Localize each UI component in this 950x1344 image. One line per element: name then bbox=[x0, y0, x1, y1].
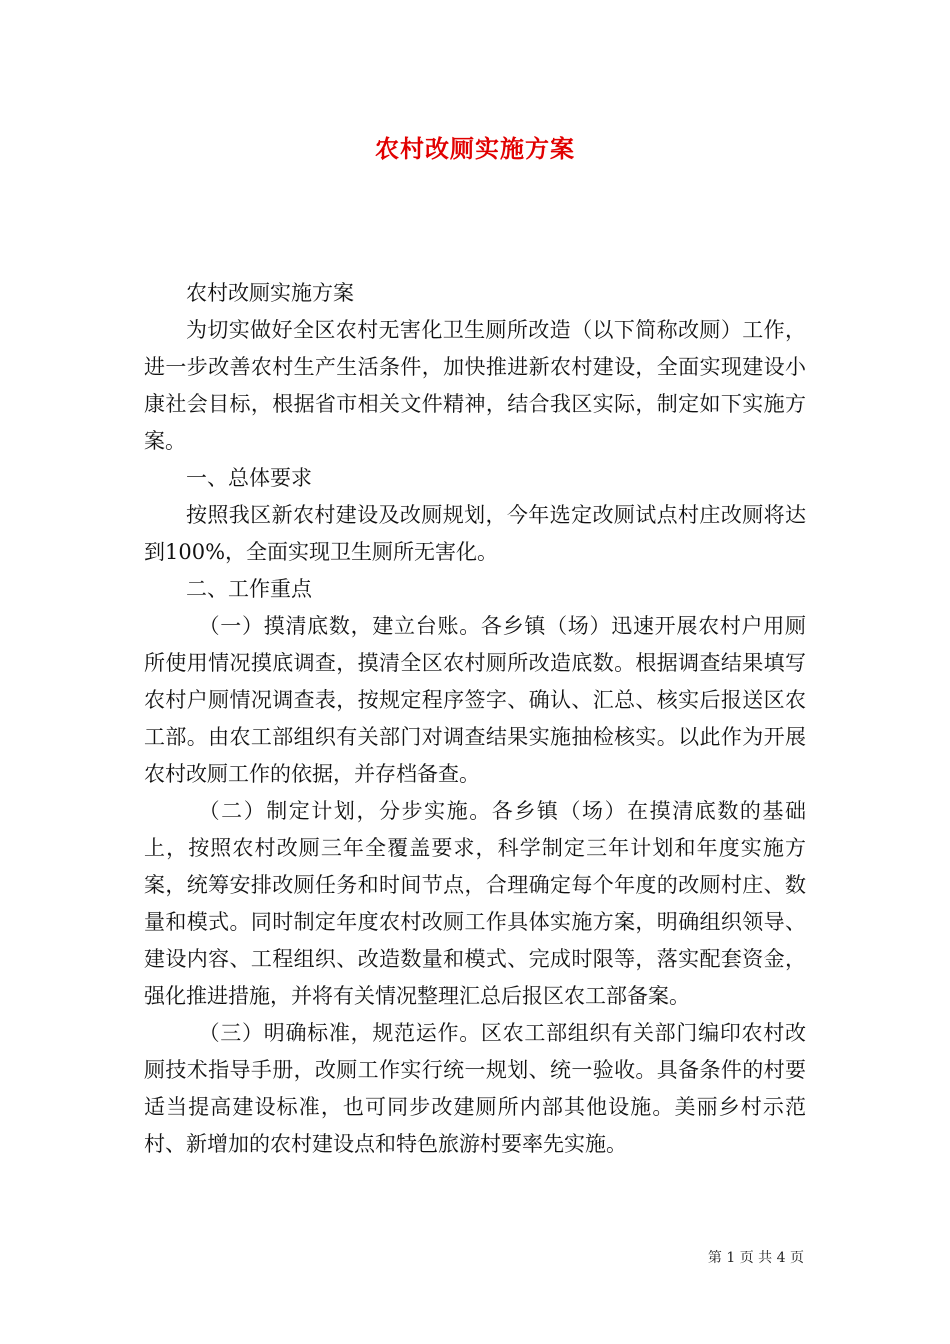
paragraph-heading: 农村改厕实施方案 bbox=[186, 281, 354, 305]
paragraph-item-1: （一）摸清底数，建立台账。各乡镇（场）迅速开展农村户用厕所使用情况摸底调查，摸清全区农村厕所改造底数。根据调查结果填写农村户厕情况调查表，按规定程序签字、确认、汇总、核实后报送区农工部。由农工部组织有关部门对调查结果实施抽检核实。以此作为开展农村改厕工作的依据，并存档备查。 bbox=[144, 614, 806, 786]
section-heading-general-requirements: 一、总体要求 bbox=[186, 466, 312, 490]
paragraph-item-3: （三）明确标准，规范运作。区农工部组织有关部门编印农村改厕技术指导手册，改厕工作实行统一规划、统一验收。具备条件的村要适当提高建设标准，也可同步改建厕所内部其他设施。美丽乡村示范村、新增加的农村建设点和特色旅游村要率先实施。 bbox=[144, 1021, 806, 1156]
section-heading-work-focus: 二、工作重点 bbox=[186, 577, 312, 601]
page-number: 第 1 页 共 4 页 bbox=[707, 1250, 804, 1266]
document-title: 农村改厕实施方案 bbox=[375, 134, 575, 163]
paragraph-intro: 为切实做好全区农村无害化卫生厕所改造（以下简称改厕）工作，进一步改善农村生产生活条件，加快推进新农村建设，全面实现建设小康社会目标，根据省市相关文件精神，结合我区实际，制定如下实施方案。 bbox=[144, 318, 806, 453]
paragraph-general-requirements: 按照我区新农村建设及改厕规划，今年选定改厕试点村庄改厕将达到100%，全面实现卫生厕所无害化。 bbox=[144, 503, 806, 564]
document-body bbox=[144, 275, 806, 1163]
paragraph-item-2: （二）制定计划，分步实施。各乡镇（场）在摸清底数的基础上，按照农村改厕三年全覆盖要求，科学制定三年计划和年度实施方案，统筹安排改厕任务和时间节点，合理确定每个年度的改厕村庄、数量和模式。同时制定年度农村改厕工作具体实施方案，明确组织领导、建设内容、工程组织、改造数量和模式、完成时限等，落实配套资金，强化推进措施，并将有关情况整理汇总后报区农工部备案。 bbox=[144, 799, 806, 1008]
